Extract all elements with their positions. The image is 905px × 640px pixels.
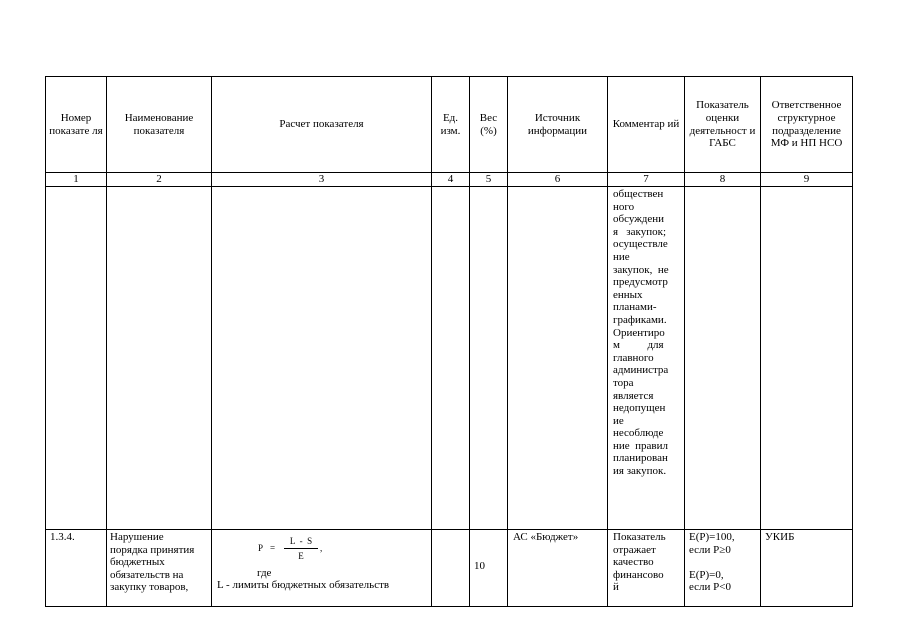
continued-comment-text bbox=[613, 188, 679, 478]
source-value: АС «Бюджет» bbox=[513, 531, 579, 543]
column-number-1: 1 bbox=[73, 173, 79, 185]
continued-comment-line: несоблюде bbox=[613, 427, 664, 440]
continued-comment-line: планирован bbox=[613, 452, 668, 465]
continued-comment-line: недопущен bbox=[613, 402, 666, 415]
column-number-8: 8 bbox=[719, 173, 726, 185]
continued-comment-line: обществен bbox=[613, 188, 664, 200]
responsible-value: УКИБ bbox=[765, 531, 795, 543]
comment-line: отражает bbox=[613, 543, 656, 556]
column-number-6: 6 bbox=[554, 173, 561, 185]
continued-comment-line: енных bbox=[613, 288, 643, 301]
continued-comment-line: тора bbox=[613, 376, 634, 389]
header-indicator-number: Номер показате ля bbox=[49, 111, 103, 137]
continued-comment-line: администра bbox=[613, 364, 669, 377]
continued-comment-line: является bbox=[613, 389, 654, 402]
header-responsible: Ответственное структурное подразделение МФ и НП НСО bbox=[770, 99, 843, 150]
formula-denominator: E bbox=[298, 551, 304, 561]
formula-where: где bbox=[257, 567, 272, 579]
continued-comment-line: ие bbox=[613, 414, 624, 427]
comment-line: качество bbox=[613, 556, 654, 569]
header-comment: Комментар ий bbox=[612, 118, 680, 131]
continued-comment-line: Ориентиро bbox=[613, 326, 665, 339]
weight-value: 10 bbox=[474, 560, 485, 572]
evaluation-value bbox=[689, 531, 759, 594]
continued-comment-line: обсуждени bbox=[613, 213, 665, 226]
formula-numerator: L - S bbox=[289, 536, 313, 546]
comment-line: й bbox=[613, 581, 619, 594]
header-unit: Ед. изм. bbox=[440, 111, 461, 137]
indicator-number: 1.3.4. bbox=[50, 531, 75, 543]
header-weight: Вес (%) bbox=[479, 111, 498, 137]
evaluation-line: если P≥0 bbox=[689, 543, 731, 556]
column-number-5: 5 bbox=[485, 173, 492, 185]
indicator-name-line: бюджетных bbox=[110, 556, 165, 569]
evaluation-line: E(P)=100, bbox=[689, 531, 735, 543]
indicator-name-line: обязательств на bbox=[110, 568, 184, 581]
continued-comment-line: графиками. bbox=[613, 313, 667, 326]
column-number-7: 7 bbox=[643, 173, 649, 185]
continued-comment-line: главного bbox=[613, 351, 654, 364]
comment-line: финансово bbox=[613, 568, 664, 581]
indicator-name-line: закупку товаров, bbox=[110, 581, 189, 594]
continued-comment-line: ия закупок. bbox=[613, 465, 667, 478]
header-calculation: Расчет показателя bbox=[279, 118, 364, 131]
calculation-definition: L - лимиты бюджетных обязательств bbox=[217, 579, 390, 591]
evaluation-line bbox=[689, 556, 759, 569]
formula-lhs: P bbox=[258, 543, 264, 553]
continued-comment-line: ние bbox=[613, 250, 630, 263]
indicator-name-line: Нарушение bbox=[110, 531, 164, 543]
formula-comma: , bbox=[320, 543, 323, 553]
continued-comment-line: ного bbox=[613, 200, 635, 213]
column-number-9: 9 bbox=[803, 173, 810, 185]
indicator-table bbox=[45, 76, 853, 607]
formula-equals: = bbox=[270, 543, 276, 553]
continued-comment-line: я закупок; bbox=[613, 225, 667, 238]
column-number-2: 2 bbox=[156, 173, 162, 185]
indicator-name bbox=[110, 531, 210, 594]
continued-comment-line: м для bbox=[613, 339, 664, 352]
continued-comment-line: планами- bbox=[613, 301, 657, 314]
comment-line: Показатель bbox=[613, 531, 666, 543]
column-number-3: 3 bbox=[318, 173, 325, 185]
formula-fraction-bar bbox=[284, 548, 318, 549]
continued-comment-line: предусмотр bbox=[613, 276, 668, 289]
evaluation-line: E(P)=0, bbox=[689, 568, 724, 581]
continued-comment-line: закупок, не bbox=[613, 263, 669, 276]
header-indicator-name: Наименование показателя bbox=[124, 111, 194, 137]
continued-comment-line: ние правил bbox=[613, 439, 668, 452]
header-source: Источник информации bbox=[527, 111, 588, 137]
header-evaluation: Показатель оценки деятельност и ГАБС bbox=[689, 99, 756, 150]
continued-comment-line: осуществле bbox=[613, 238, 668, 251]
column-number-4: 4 bbox=[447, 173, 454, 185]
indicator-name-line: порядка принятия bbox=[110, 543, 195, 556]
evaluation-line: если P<0 bbox=[689, 581, 731, 594]
comment-value bbox=[613, 531, 683, 594]
